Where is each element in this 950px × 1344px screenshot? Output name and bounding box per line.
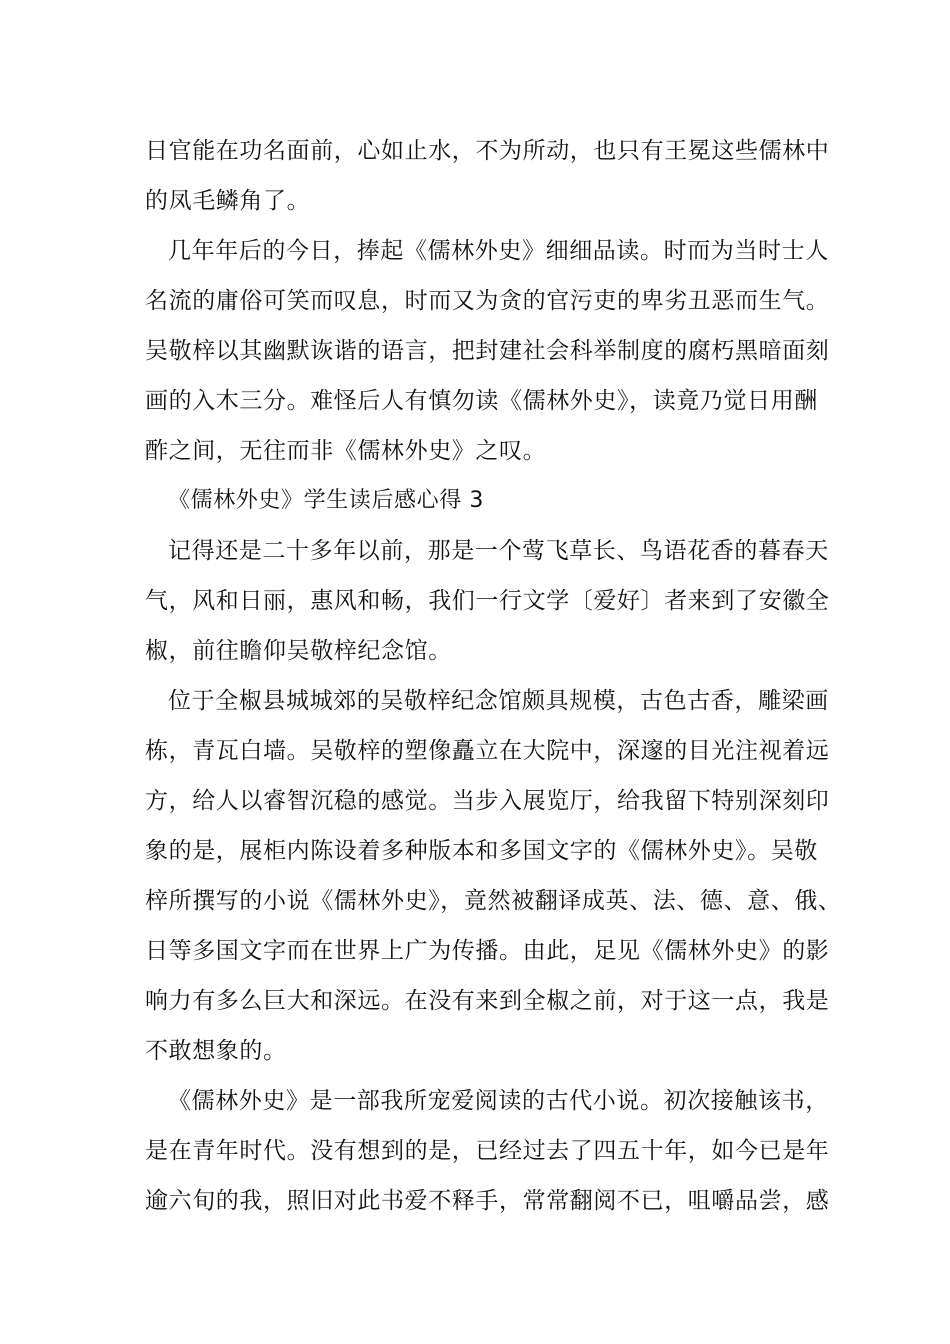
text-line: 逾六旬的我，照旧对此书爱不释手，常常翻阅不已，咀嚼品尝，感: [145, 1188, 830, 1214]
text-line: 方，给人以睿智沉稳的感觉。当步入展览厅，给我留下特别深刻印: [145, 788, 830, 814]
text-line: 画的入木三分。难怪后人有慎勿读《儒林外史》，读竟乃觉日用酬: [145, 388, 818, 414]
text-line: 响力有多么巨大和深远。在没有来到全椒之前，对于这一点，我是: [145, 988, 830, 1014]
text-line: 的凤毛鳞角了。: [145, 188, 311, 214]
paragraph-start-line: 几年年后的今日，捧起《儒林外史》细细品读。时而为当时士人: [168, 238, 829, 264]
text-line: 酢之间，无往而非《儒林外史》之叹。: [145, 438, 547, 464]
text-line: 日等多国文字而在世界上广为传播。由此，足见《儒林外史》的影: [145, 938, 830, 964]
text-line: 气，风和日丽，惠风和畅，我们一行文学〔爱好〕者来到了安徽全: [145, 588, 830, 614]
text-line: 名流的庸俗可笑而叹息，时而又为贪的官污吏的卑劣丑恶而生气。: [145, 288, 830, 314]
text-line: 椒，前往瞻仰吴敬梓纪念馆。: [145, 638, 452, 664]
text-line: 栋，青瓦白墙。吴敬梓的塑像矗立在大院中，深邃的目光注视着远: [145, 738, 830, 764]
text-line: 吴敬梓以其幽默诙谐的语言，把封建社会科举制度的腐朽黑暗面刻: [145, 338, 830, 364]
text-line: 日官能在功名面前，心如止水，不为所动，也只有王冕这些儒林中: [145, 138, 830, 164]
text-line: 是在青年时代。没有想到的是，已经过去了四五十年，如今已是年: [145, 1138, 830, 1164]
text-line: 象的是，展柜内陈设着多种版本和多国文字的《儒林外史》。吴敬: [145, 838, 818, 864]
text-line: 梓所撰写的小说《儒林外史》，竟然被翻译成英、法、德、意、俄、: [145, 888, 842, 914]
section-heading: 《儒林外史》学生读后感心得 3: [168, 488, 484, 513]
text-line: 不敢想象的。: [145, 1038, 287, 1064]
paragraph-start-line: 记得还是二十多年以前，那是一个莺飞草长、鸟语花香的暮春天: [168, 538, 829, 564]
paragraph-start-line: 位于全椒县城城郊的吴敬梓纪念馆颇具规模，古色古香，雕梁画: [168, 688, 829, 714]
paragraph-start-line: 《儒林外史》是一部我所宠爱阅读的古代小说。初次接触该书，: [168, 1088, 829, 1114]
